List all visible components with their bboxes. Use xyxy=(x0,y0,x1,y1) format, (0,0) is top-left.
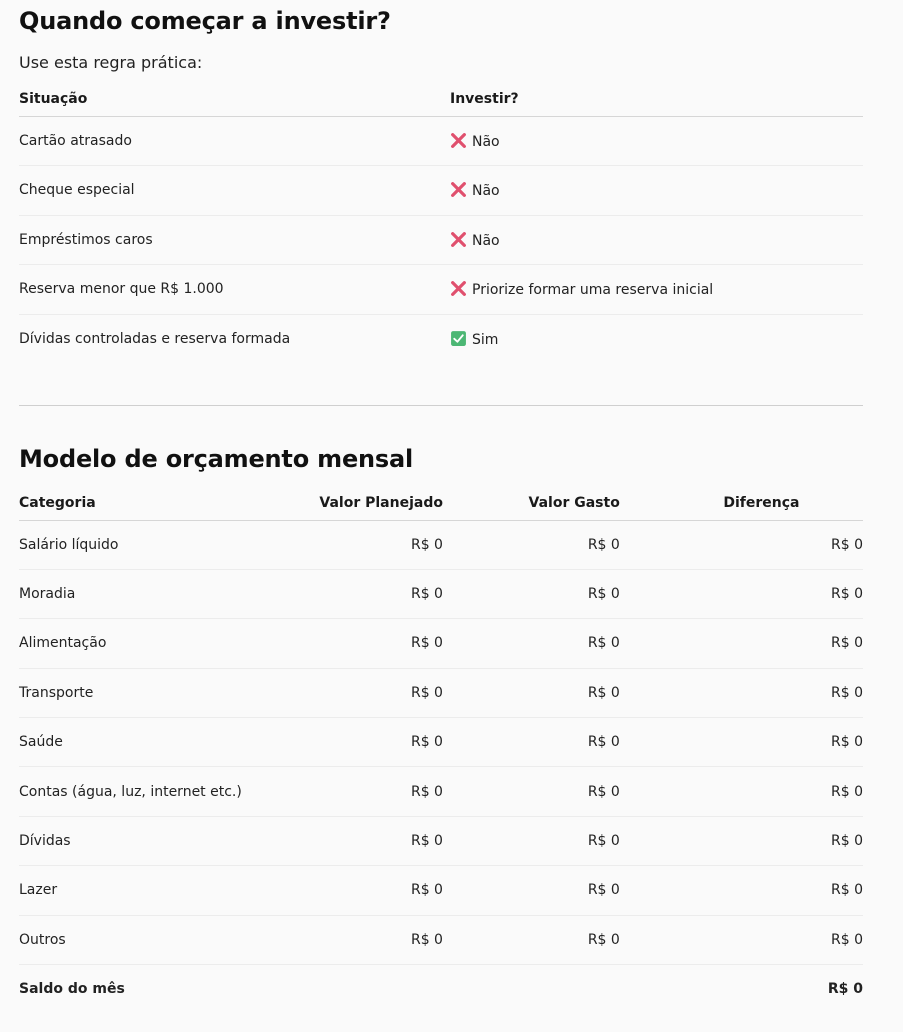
category-cell: Salário líquido xyxy=(19,520,257,569)
category-cell: Alimentação xyxy=(19,619,257,668)
planned-cell: R$ 0 xyxy=(257,816,443,865)
section-divider xyxy=(19,405,863,406)
total-label: Saldo do mês xyxy=(19,981,125,998)
spent-cell: R$ 0 xyxy=(443,668,620,717)
section-title-when-to-invest: Quando começar a investir? xyxy=(19,7,391,35)
planned-cell: R$ 0 xyxy=(257,619,443,668)
intro-text: Use esta regra prática: xyxy=(19,53,203,72)
planned-cell: R$ 0 xyxy=(257,915,443,964)
difference-cell: R$ 0 xyxy=(620,668,863,717)
table-row xyxy=(19,166,863,216)
table-row xyxy=(19,816,863,865)
cross-mark-icon xyxy=(450,132,467,149)
planned-cell: R$ 0 xyxy=(257,866,443,915)
answer-cell xyxy=(450,215,863,265)
spent-cell: R$ 0 xyxy=(443,816,620,865)
difference-cell: R$ 0 xyxy=(620,718,863,767)
table-row xyxy=(19,718,863,767)
situation-cell: Reserva menor que R$ 1.000 xyxy=(19,265,450,315)
category-cell: Moradia xyxy=(19,569,257,618)
difference-cell: R$ 0 xyxy=(620,569,863,618)
difference-cell: R$ 0 xyxy=(620,520,863,569)
header-category: Categoria xyxy=(19,486,257,520)
difference-cell: R$ 0 xyxy=(620,619,863,668)
cross-mark-icon xyxy=(450,231,467,248)
answer-text: Não xyxy=(472,183,500,200)
spent-cell: R$ 0 xyxy=(443,866,620,915)
check-mark-icon xyxy=(450,330,467,347)
total-value: R$ 0 xyxy=(827,981,863,998)
header-planned: Valor Planejado xyxy=(257,486,443,520)
category-cell: Dívidas xyxy=(19,816,257,865)
budget-table xyxy=(19,486,863,1014)
answer-text: Não xyxy=(472,232,500,249)
answer-cell xyxy=(450,265,863,315)
category-cell: Transporte xyxy=(19,668,257,717)
table-row xyxy=(19,619,863,668)
category-cell: Contas (água, luz, internet etc.) xyxy=(19,767,257,816)
table-row xyxy=(19,314,863,364)
header-spent: Valor Gasto xyxy=(443,486,620,520)
spent-cell: R$ 0 xyxy=(443,569,620,618)
section-title-budget: Modelo de orçamento mensal xyxy=(19,445,414,473)
category-cell: Outros xyxy=(19,915,257,964)
table-row xyxy=(19,520,863,569)
table-row xyxy=(19,915,863,964)
spent-cell: R$ 0 xyxy=(443,718,620,767)
category-cell: Lazer xyxy=(19,866,257,915)
planned-cell: R$ 0 xyxy=(257,718,443,767)
difference-cell: R$ 0 xyxy=(620,866,863,915)
answer-text: Não xyxy=(472,133,500,150)
planned-cell: R$ 0 xyxy=(257,668,443,717)
table-row xyxy=(19,668,863,717)
table-header-row xyxy=(19,486,863,520)
answer-cell xyxy=(450,116,863,166)
header-difference: Diferença xyxy=(620,486,863,520)
table-row xyxy=(19,265,863,315)
answer-cell xyxy=(450,314,863,364)
spent-cell: R$ 0 xyxy=(443,619,620,668)
difference-cell: R$ 0 xyxy=(620,816,863,865)
table-row xyxy=(19,116,863,166)
spent-cell: R$ 0 xyxy=(443,520,620,569)
planned-cell: R$ 0 xyxy=(257,520,443,569)
cross-mark-icon xyxy=(450,181,467,198)
planned-cell: R$ 0 xyxy=(257,767,443,816)
cross-mark-icon xyxy=(450,280,467,297)
empty-cell xyxy=(443,965,620,1014)
spent-cell: R$ 0 xyxy=(443,915,620,964)
table-row xyxy=(19,215,863,265)
empty-cell xyxy=(257,965,443,1014)
difference-cell: R$ 0 xyxy=(620,915,863,964)
answer-cell xyxy=(450,166,863,216)
situation-cell: Dívidas controladas e reserva formada xyxy=(19,331,291,347)
situation-cell: Empréstimos caros xyxy=(19,215,450,265)
table-row xyxy=(19,569,863,618)
situation-cell: Cheque especial xyxy=(19,166,450,216)
difference-cell: R$ 0 xyxy=(620,767,863,816)
total-row xyxy=(19,965,863,1014)
situation-cell: Cartão atrasado xyxy=(19,116,450,166)
answer-text: Priorize formar uma reserva inicial xyxy=(472,282,714,299)
planned-cell: R$ 0 xyxy=(257,569,443,618)
table-row xyxy=(19,767,863,816)
invest-rule-table xyxy=(19,82,863,364)
header-situation: Situação xyxy=(19,82,450,116)
header-invest: Investir? xyxy=(450,82,863,116)
spent-cell: R$ 0 xyxy=(443,767,620,816)
table-header-row xyxy=(19,82,863,116)
table-row xyxy=(19,866,863,915)
category-cell: Saúde xyxy=(19,718,257,767)
answer-text: Sim xyxy=(472,332,499,348)
